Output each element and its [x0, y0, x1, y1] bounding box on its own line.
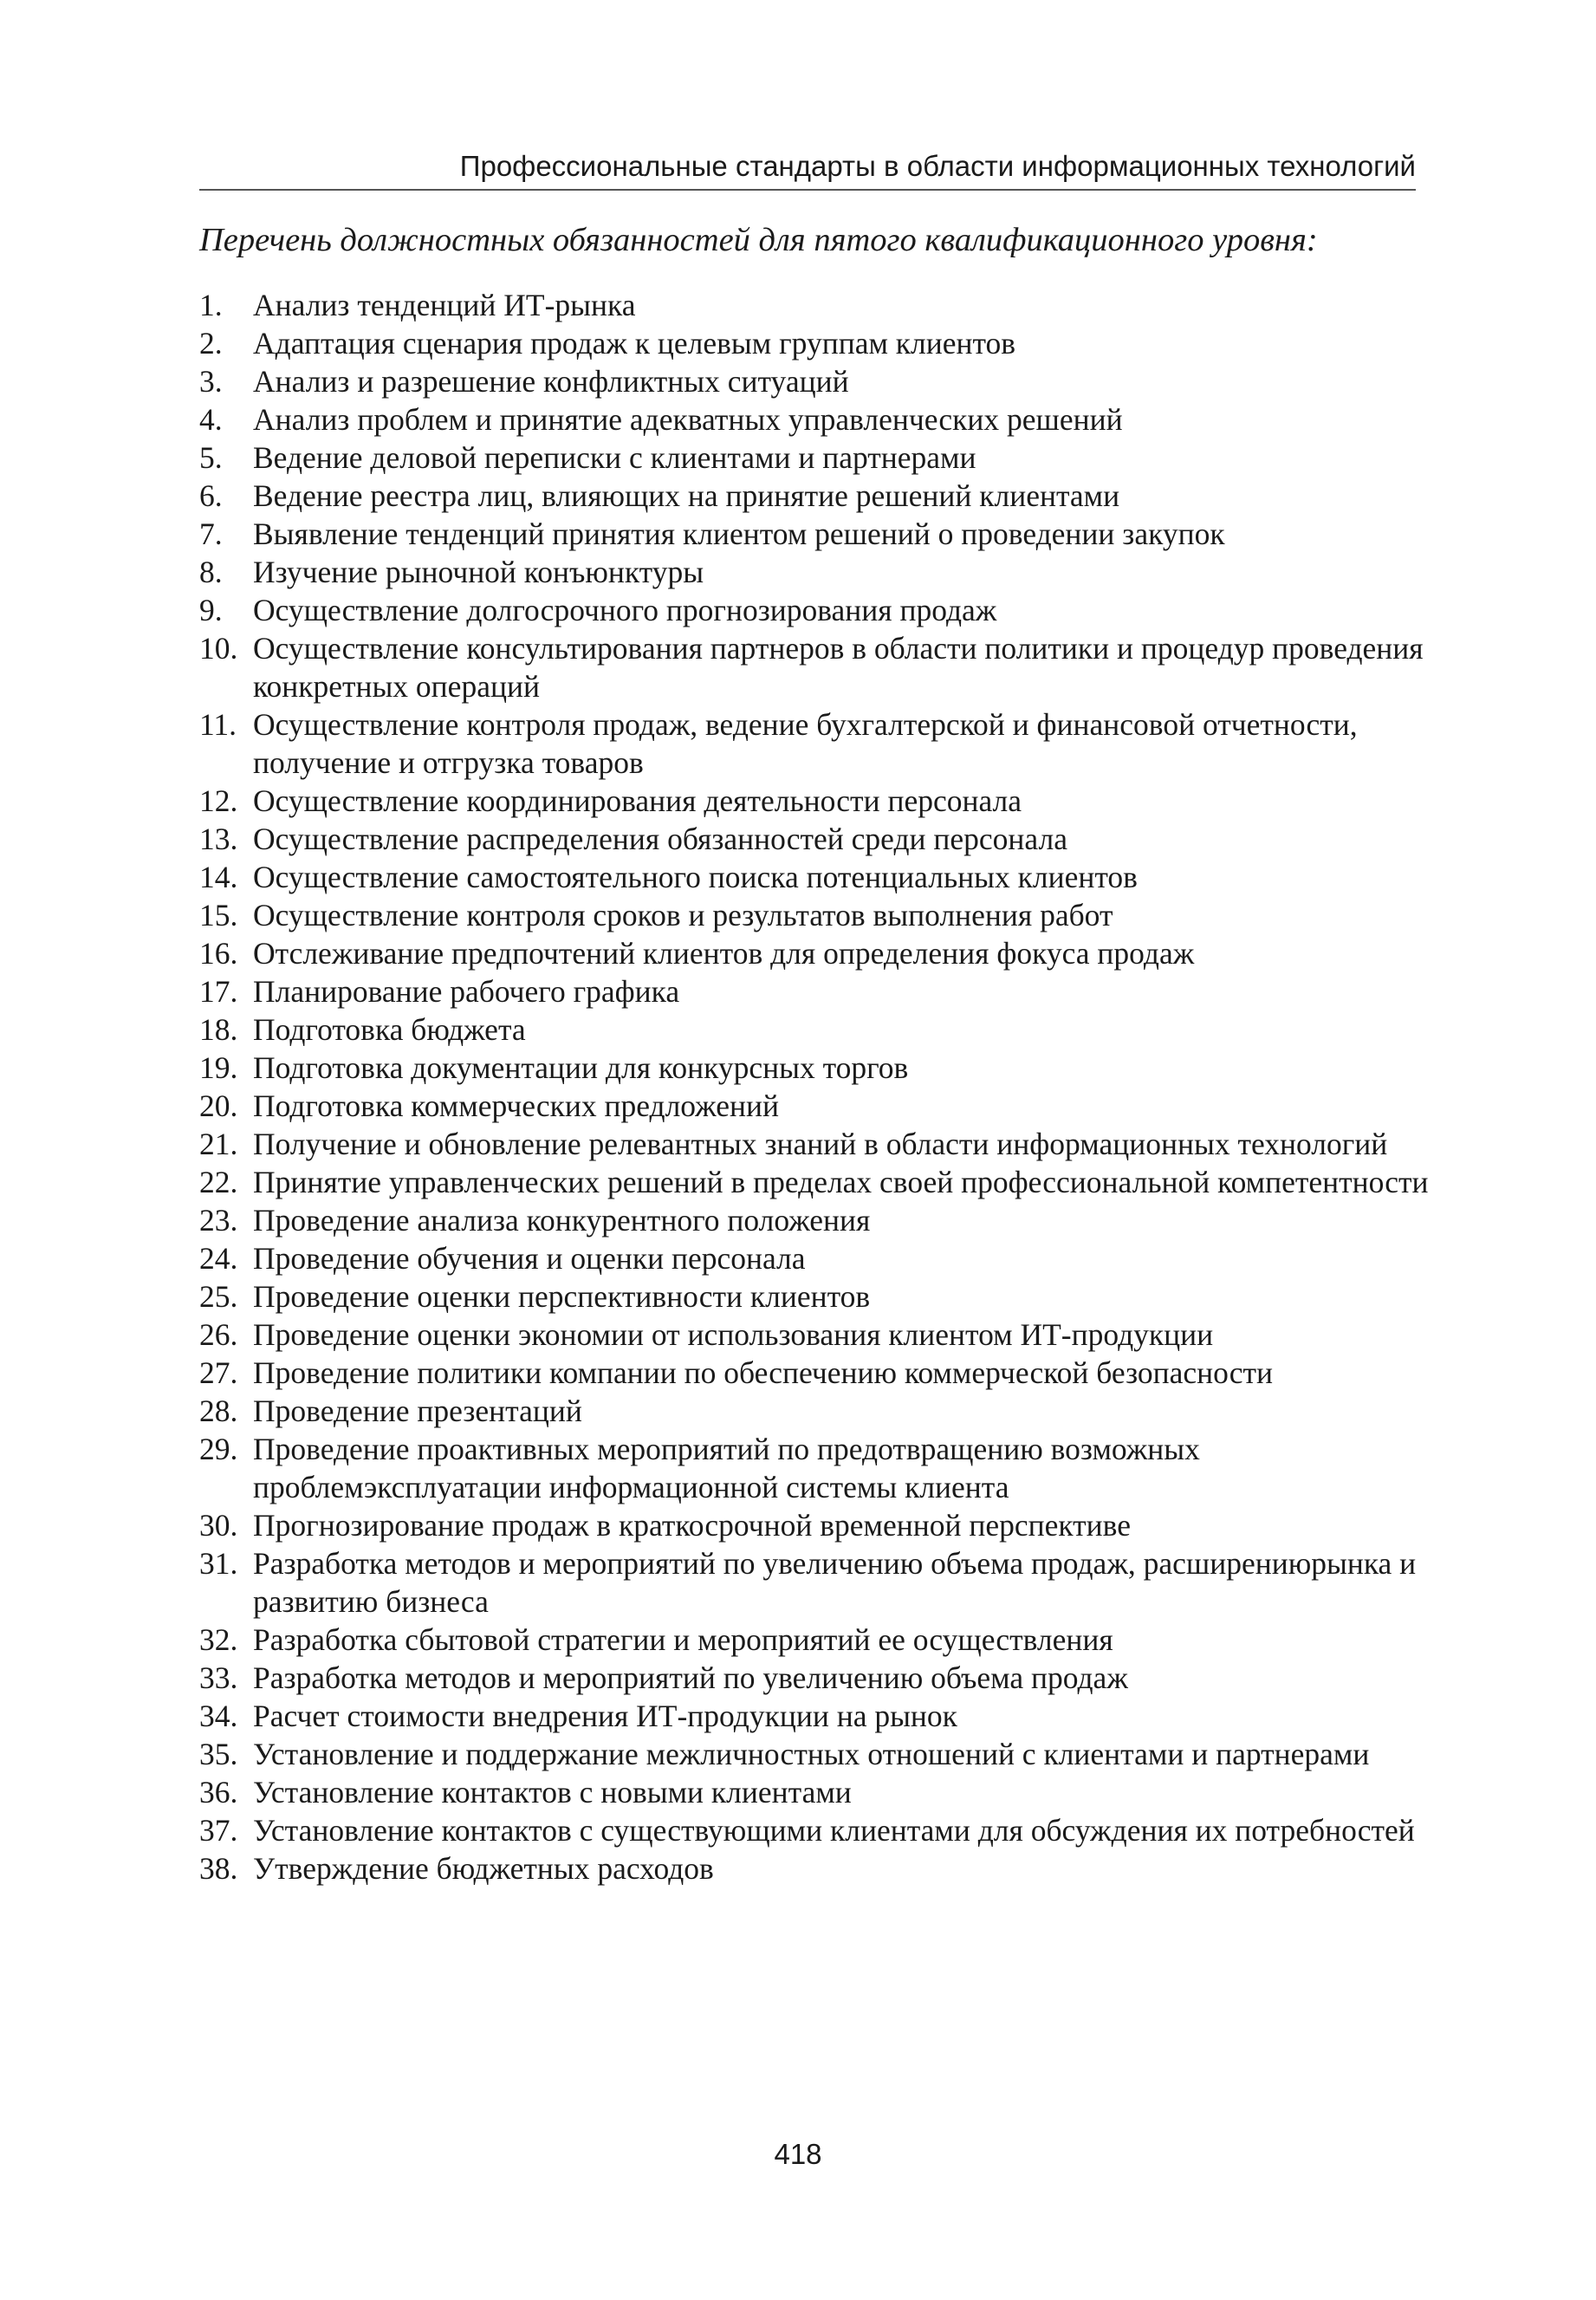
duty-number: 31. — [199, 1546, 238, 1581]
duty-text: Анализ тенденций ИТ-рынка — [253, 288, 636, 322]
duty-number: 8. — [199, 555, 223, 589]
duty-item — [199, 858, 1430, 896]
duty-item — [199, 1544, 1430, 1621]
duty-item — [199, 439, 1430, 477]
duty-item — [199, 1735, 1430, 1773]
duty-item — [199, 1430, 1430, 1506]
duty-item — [199, 1049, 1430, 1087]
duty-text: Изучение рыночной конъюнктуры — [253, 555, 704, 589]
duty-number: 26. — [199, 1317, 238, 1352]
duty-item — [199, 400, 1430, 439]
duty-number: 24. — [199, 1241, 238, 1276]
duty-number: 10. — [199, 631, 238, 666]
duty-text: Разработка методов и мероприятий по увеличению объема продаж — [253, 1660, 1128, 1695]
duty-number: 6. — [199, 478, 223, 513]
duty-text: Проведение оценки экономии от использования клиентом ИТ-продукции — [253, 1317, 1214, 1352]
header-rule — [199, 189, 1416, 191]
duty-text: Осуществление координирования деятельности персонала — [253, 783, 1022, 818]
duty-item — [199, 629, 1430, 705]
duty-item — [199, 553, 1430, 591]
duty-text: Отслеживание предпочтений клиентов для определения фокуса продаж — [253, 936, 1195, 971]
duty-text: Проведение проактивных мероприятий по предотвращению возможных проблемэксплуатации информационной системы клиента — [253, 1432, 1200, 1504]
duty-number: 35. — [199, 1737, 238, 1771]
duty-text: Ведение деловой переписки с клиентами и партнерами — [253, 440, 976, 475]
section-title: Перечень должностных обязанностей для пятого квалификационного уровня: — [199, 222, 1318, 258]
duty-text: Осуществление консультирования партнеров в области политики и процедур проведения конкретных операций — [253, 631, 1424, 704]
duty-text: Осуществление самостоятельного поиска потенциальных клиентов — [253, 860, 1138, 894]
duty-number: 4. — [199, 402, 223, 437]
duty-item — [199, 324, 1430, 362]
duty-item — [199, 782, 1430, 820]
duty-item — [199, 477, 1430, 515]
duty-text: Принятие управленческих решений в пределах своей профессиональной компетентности — [253, 1165, 1429, 1199]
duty-text: Ведение реестра лиц, влияющих на принятие решений клиентами — [253, 478, 1120, 513]
duty-number: 28. — [199, 1394, 238, 1428]
duty-text: Проведение оценки перспективности клиентов — [253, 1279, 871, 1314]
duty-item — [199, 1277, 1430, 1316]
duty-item — [199, 1849, 1430, 1887]
duty-item — [199, 515, 1430, 553]
duty-text: Планирование рабочего графика — [253, 974, 680, 1009]
duty-number: 13. — [199, 822, 238, 856]
duty-number: 1. — [199, 288, 223, 322]
duty-text: Проведение презентаций — [253, 1394, 582, 1428]
duty-text: Осуществление долгосрочного прогнозирования продаж — [253, 593, 997, 627]
duty-number: 12. — [199, 783, 238, 818]
duty-text: Проведение политики компании по обеспечению коммерческой безопасности — [253, 1355, 1274, 1390]
duty-item — [199, 1239, 1430, 1277]
duty-number: 34. — [199, 1699, 238, 1733]
duty-number: 18. — [199, 1012, 238, 1047]
duty-item — [199, 705, 1430, 782]
duty-number: 9. — [199, 593, 223, 627]
duty-item — [199, 1392, 1430, 1430]
duty-item — [199, 286, 1430, 324]
duty-item — [199, 934, 1430, 972]
duty-text: Установление контактов с существующими клиентами для обсуждения их потребностей — [253, 1813, 1415, 1848]
duty-text: Подготовка бюджета — [253, 1012, 526, 1047]
duty-number: 22. — [199, 1165, 238, 1199]
duty-text: Выявление тенденций принятия клиентом решений о проведении закупок — [253, 517, 1225, 551]
duty-list — [199, 286, 1430, 1887]
duty-number: 15. — [199, 898, 238, 932]
duty-item — [199, 591, 1430, 629]
duty-number: 38. — [199, 1851, 238, 1886]
duty-text: Анализ проблем и принятие адекватных управленческих решений — [253, 402, 1123, 437]
duty-item — [199, 820, 1430, 858]
running-header: Профессиональные стандарты в области информационных технологий — [459, 150, 1416, 182]
duty-item — [199, 1010, 1430, 1049]
duty-number: 33. — [199, 1660, 238, 1695]
duty-text: Разработка сбытовой стратегии и мероприятий ее осуществления — [253, 1622, 1113, 1657]
duty-number: 25. — [199, 1279, 238, 1314]
duty-number: 23. — [199, 1203, 238, 1238]
duty-number: 29. — [199, 1432, 238, 1466]
duty-number: 19. — [199, 1050, 238, 1085]
duty-item — [199, 1621, 1430, 1659]
duty-number: 20. — [199, 1088, 238, 1123]
duty-number: 30. — [199, 1508, 238, 1543]
duty-item — [199, 1773, 1430, 1811]
duty-item — [199, 1659, 1430, 1697]
duty-item — [199, 972, 1430, 1010]
duty-text: Утверждение бюджетных расходов — [253, 1851, 714, 1886]
duty-number: 7. — [199, 517, 223, 551]
duty-item — [199, 1125, 1430, 1163]
duty-text: Анализ и разрешение конфликтных ситуаций — [253, 364, 849, 399]
duty-number: 2. — [199, 326, 223, 361]
duty-text: Разработка методов и мероприятий по увеличению объема продаж, расширениюрынка и развитию бизнеса — [253, 1546, 1417, 1619]
duty-text: Осуществление контроля сроков и результатов выполнения работ — [253, 898, 1113, 932]
duty-text: Проведение анализа конкурентного положения — [253, 1203, 871, 1238]
duty-item — [199, 1316, 1430, 1354]
duty-item — [199, 1811, 1430, 1849]
duty-text: Осуществление распределения обязанностей среди персонала — [253, 822, 1067, 856]
duty-number: 3. — [199, 364, 223, 399]
duty-item — [199, 1354, 1430, 1392]
duty-text: Прогнозирование продаж в краткосрочной временной перспективе — [253, 1508, 1131, 1543]
duty-number: 14. — [199, 860, 238, 894]
duty-item — [199, 1163, 1430, 1201]
duty-item — [199, 1201, 1430, 1239]
page-number: 418 — [774, 2138, 822, 2170]
duty-text: Подготовка документации для конкурсных торгов — [253, 1050, 909, 1085]
duty-text: Проведение обучения и оценки персонала — [253, 1241, 806, 1276]
duty-text: Установление и поддержание межличностных отношений с клиентами и партнерами — [253, 1737, 1370, 1771]
duty-number: 36. — [199, 1775, 238, 1809]
duty-item — [199, 1087, 1430, 1125]
duty-number: 16. — [199, 936, 238, 971]
duty-number: 11. — [199, 707, 237, 742]
duty-item — [199, 896, 1430, 934]
duty-text: Подготовка коммерческих предложений — [253, 1088, 779, 1123]
duty-item — [199, 362, 1430, 400]
duty-text: Получение и обновление релевантных знаний в области информационных технологий — [253, 1127, 1388, 1161]
duty-text: Адаптация сценария продаж к целевым группам клиентов — [253, 326, 1016, 361]
duty-item — [199, 1506, 1430, 1544]
duty-number: 27. — [199, 1355, 238, 1390]
duty-text: Установление контактов с новыми клиентами — [253, 1775, 852, 1809]
duty-text: Расчет стоимости внедрения ИТ-продукции на рынок — [253, 1699, 957, 1733]
duty-number: 21. — [199, 1127, 238, 1161]
duty-number: 32. — [199, 1622, 238, 1657]
duty-number: 17. — [199, 974, 238, 1009]
duty-number: 5. — [199, 440, 223, 475]
duty-text: Осуществление контроля продаж, ведение бухгалтерской и финансовой отчетности, получение и отгрузка товаров — [253, 707, 1358, 780]
duty-item — [199, 1697, 1430, 1735]
duty-number: 37. — [199, 1813, 238, 1848]
